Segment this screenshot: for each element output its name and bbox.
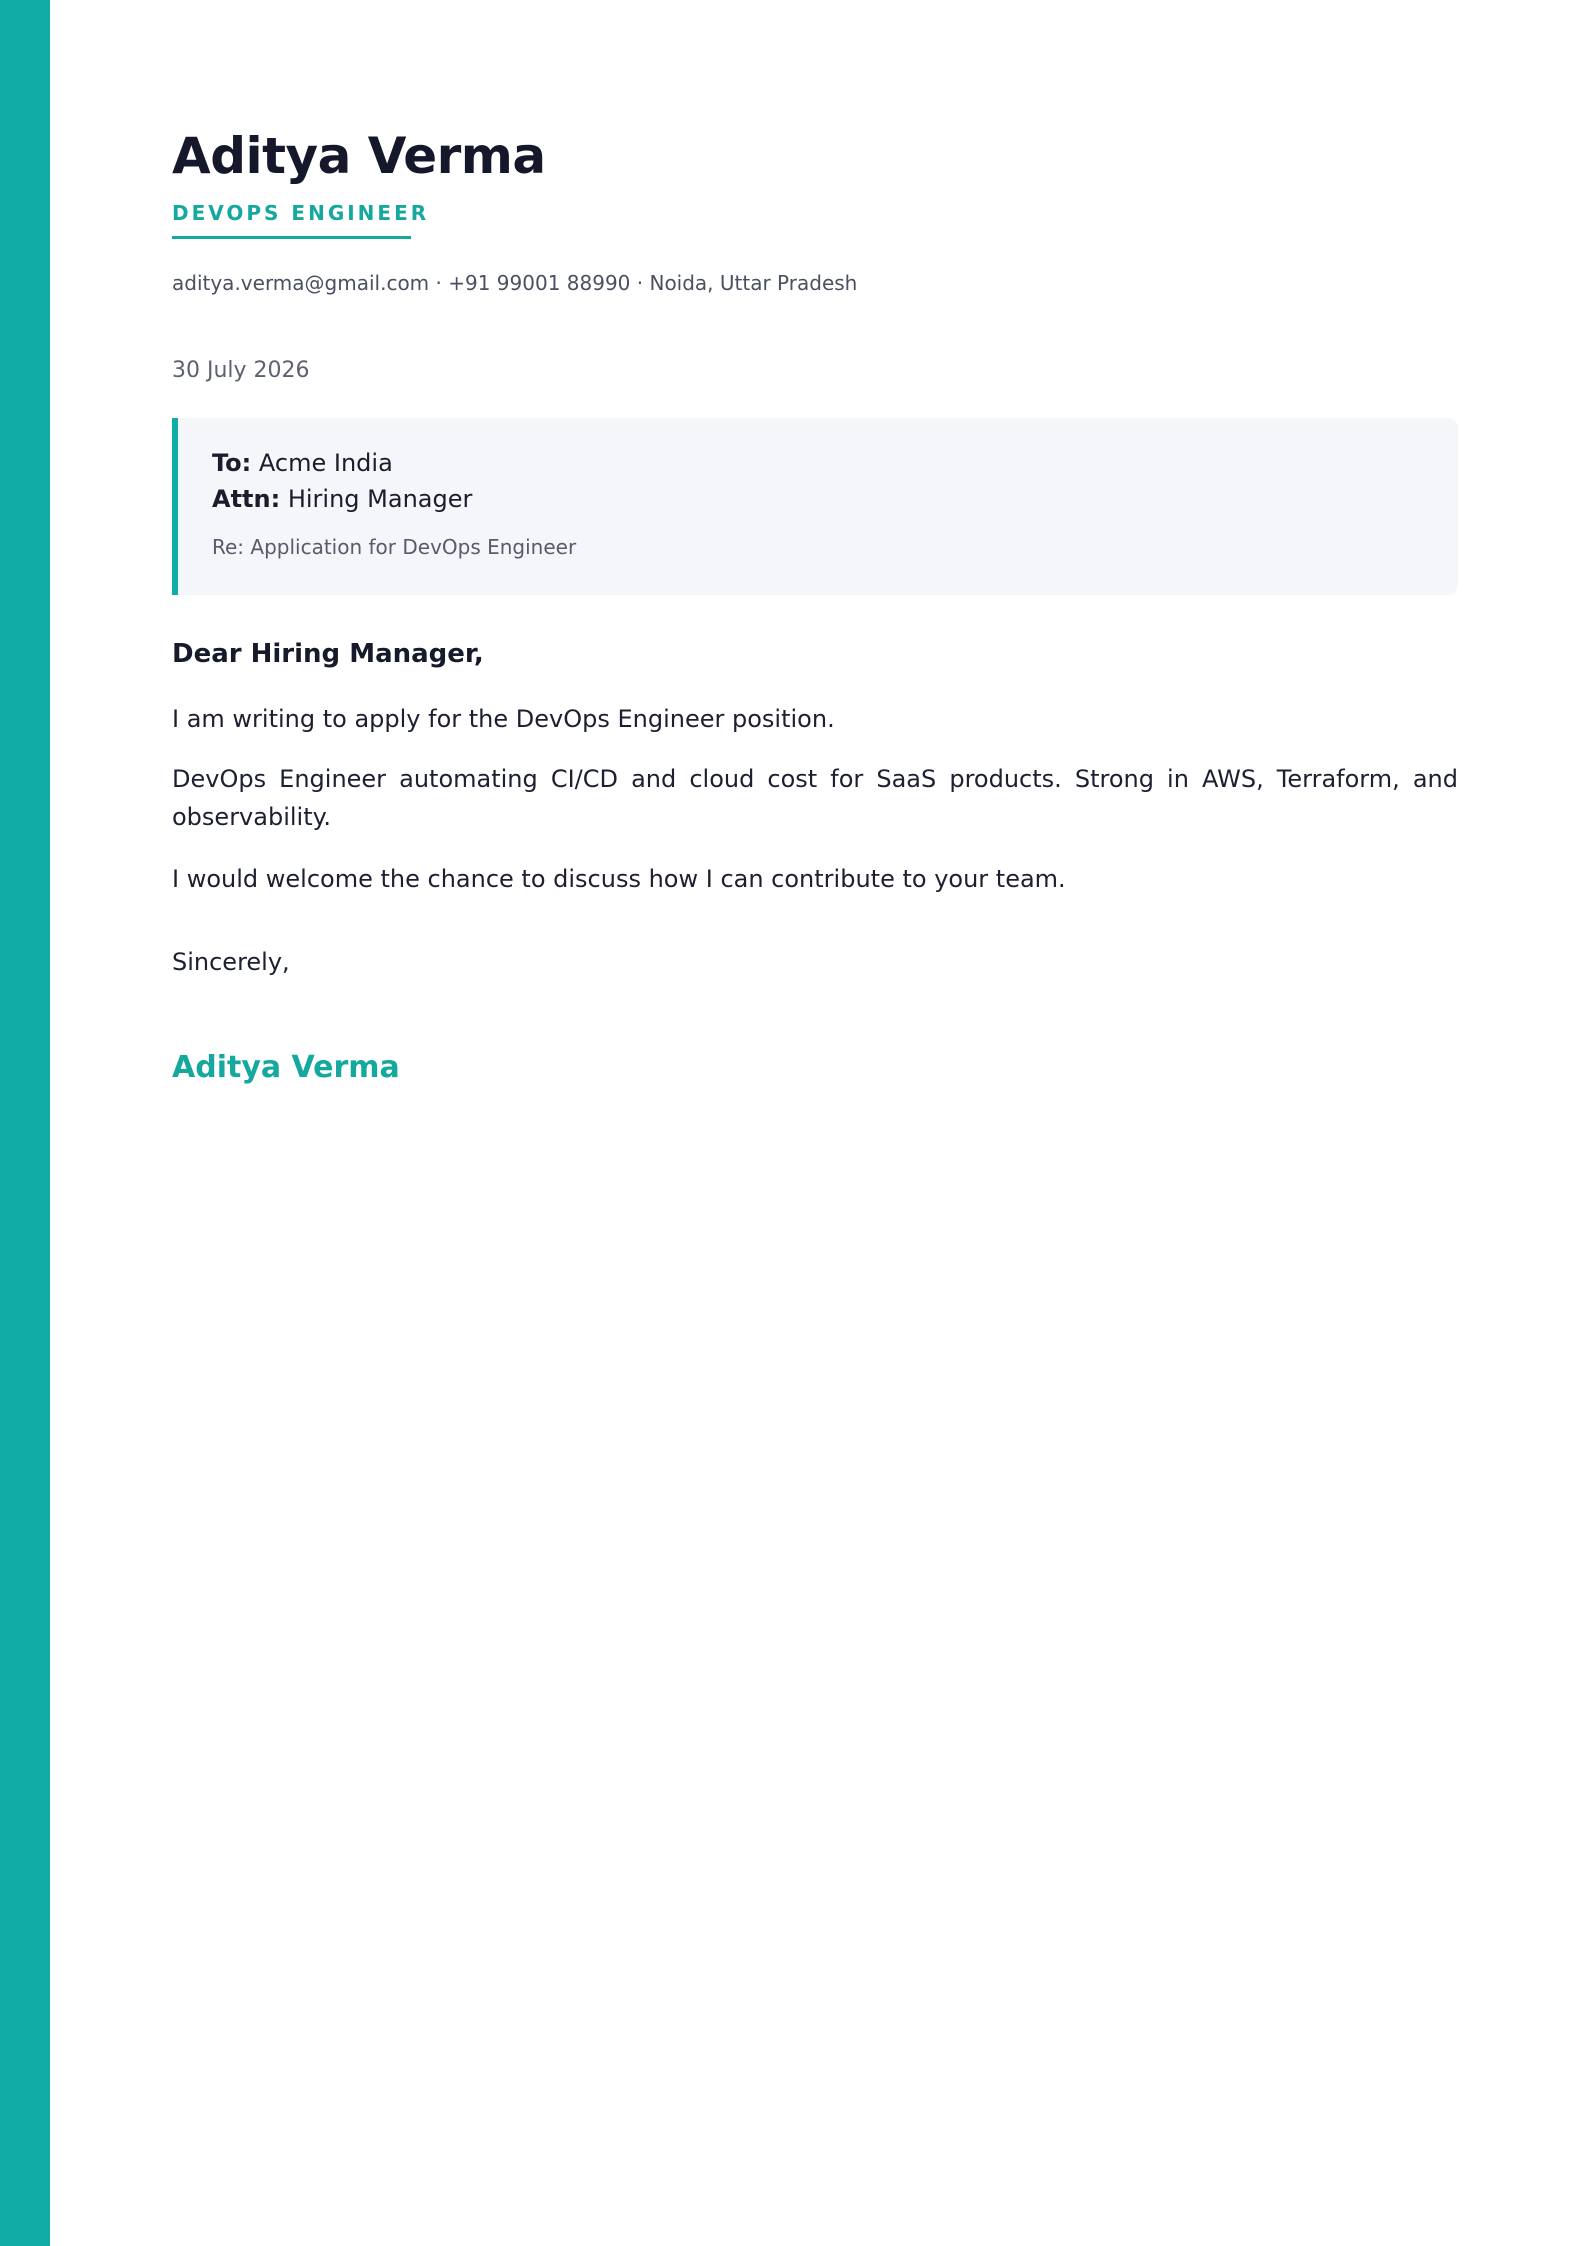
recipient-to-value: Acme India — [258, 449, 393, 477]
applicant-name: Aditya Verma — [172, 127, 546, 185]
recipient-block — [172, 418, 1458, 595]
salutation: Dear Hiring Manager, — [172, 639, 484, 669]
applicant-role: DEVOPS ENGINEER — [172, 201, 430, 225]
body-paragraph-3: I would welcome the chance to discuss how I can contribute to your team. — [172, 865, 1066, 893]
letter-subject: Re: Application for DevOps Engineer — [212, 535, 577, 559]
body-paragraph-1: I am writing to apply for the DevOps Engineer position. — [172, 705, 835, 733]
recipient-attn-value: Hiring Manager — [287, 485, 473, 513]
recipient-to — [212, 448, 393, 478]
signature-name: Aditya Verma — [172, 1050, 400, 1085]
contact-line: aditya.verma@gmail.com · +91 99001 88990 · Noida, Uttar Pradesh — [172, 271, 858, 295]
letter-date: 30 July 2026 — [172, 358, 310, 383]
accent-sidebar-bar — [0, 0, 50, 2246]
recipient-to-label: To: — [212, 449, 252, 477]
role-underline-divider — [172, 236, 411, 239]
closing: Sincerely, — [172, 948, 290, 976]
recipient-attn-label: Attn: — [212, 485, 281, 513]
body-paragraph-2: DevOps Engineer automating CI/CD and cloud cost for SaaS products. Strong in AWS, Terraform, and observability. — [172, 765, 1458, 831]
recipient-attn — [212, 484, 472, 514]
